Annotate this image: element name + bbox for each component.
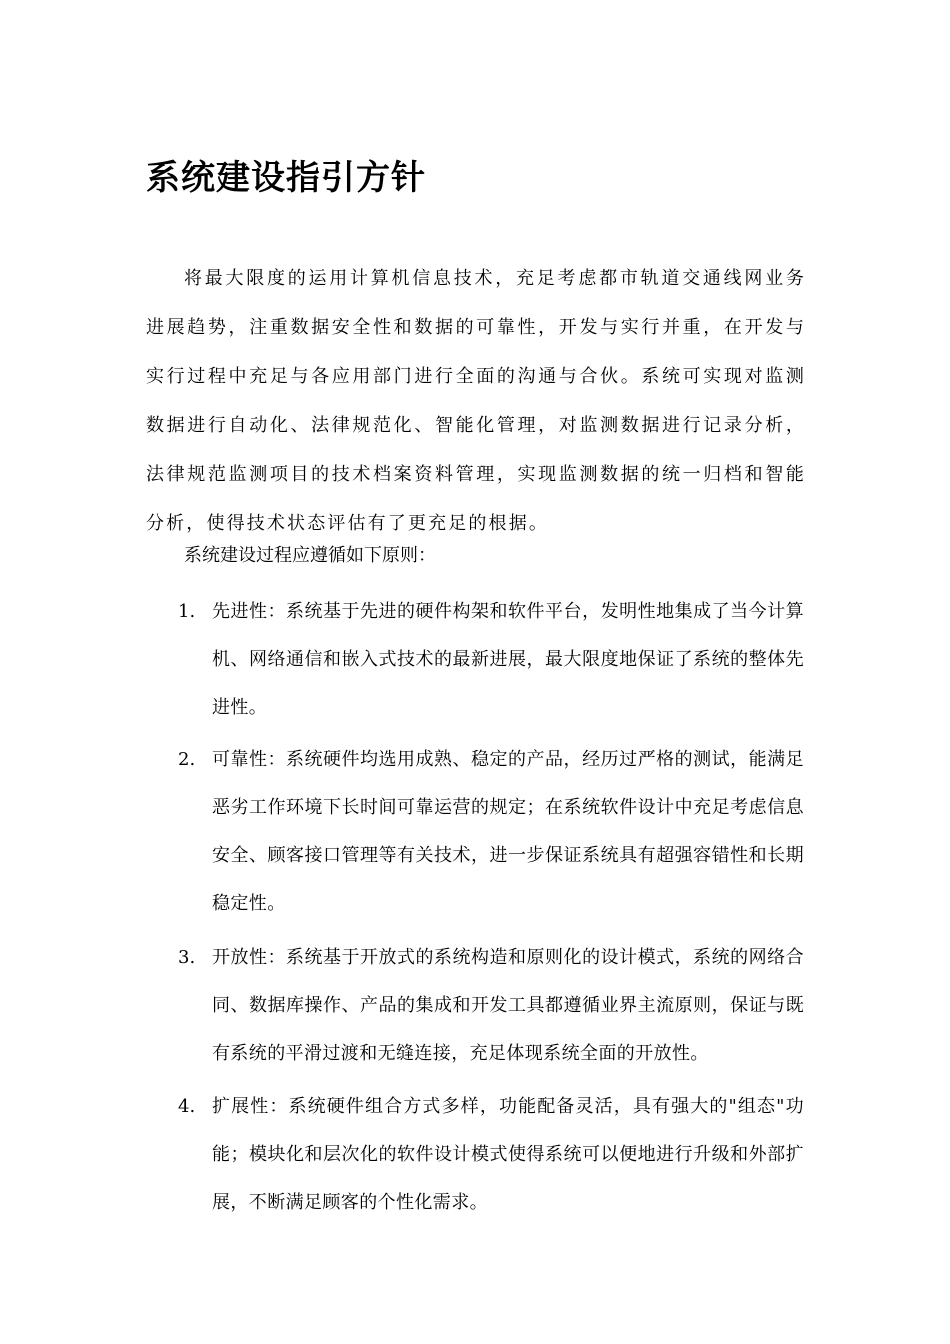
list-number: 2. [178, 749, 196, 770]
principles-lead: 系统建设过程应遵循如下原则： [184, 545, 436, 566]
list-item-text: 扩展性：系统硬件组合方式多样，功能配备灵活，具有强大的"组态"功能；模块化和层次化的软件设计模式使得系统可以便地进行升级和外部扩展，不断满足顾客的个性化需求。 [212, 1096, 804, 1213]
list-number: 3. [178, 947, 196, 968]
list-number: 1. [178, 601, 196, 622]
list-item-text: 先进性：系统基于先进的硬件构架和软件平台，发明性地集成了当今计算机、网络通信和嵌入式技术的最新进展，最大限度地保证了系统的整体先进性。 [212, 601, 804, 718]
list-number: 4. [178, 1096, 196, 1117]
list-item-text: 可靠性：系统硬件均选用成熟、稳定的产品，经历过严格的测试，能满足恶劣工作环境下长时间可靠运营的规定；在系统软件设计中充足考虑信息安全、顾客接口管理等有关技术，进一步保证系统具有超强容错性和长期稳定性。 [212, 749, 804, 914]
page-title: 系统建设指引方针 [146, 158, 426, 198]
list-item-text: 开放性：系统基于开放式的系统构造和原则化的设计模式，系统的网络合同、数据库操作、产品的集成和开发工具都遵循业界主流原则，保证与既有系统的平滑过渡和无缝连接，充足体现系统全面的开放性。 [212, 947, 804, 1064]
intro-paragraph: 将最大限度的运用计算机信息技术，充足考虑都市轨道交通线网业务进展趋势，注重数据安全性和数据的可靠性，开发与实行并重，在开发与实行过程中充足与各应用部门进行全面的沟通与合伙。系统可实现对监测数据进行自动化、法律规范化、智能化管理，对监测数据进行记录分析，法律规范监测项目的技术档案资料管理，实现监测数据的统一归档和智能分析，使得技术状态评估有了更充足的根据。 [146, 268, 806, 534]
